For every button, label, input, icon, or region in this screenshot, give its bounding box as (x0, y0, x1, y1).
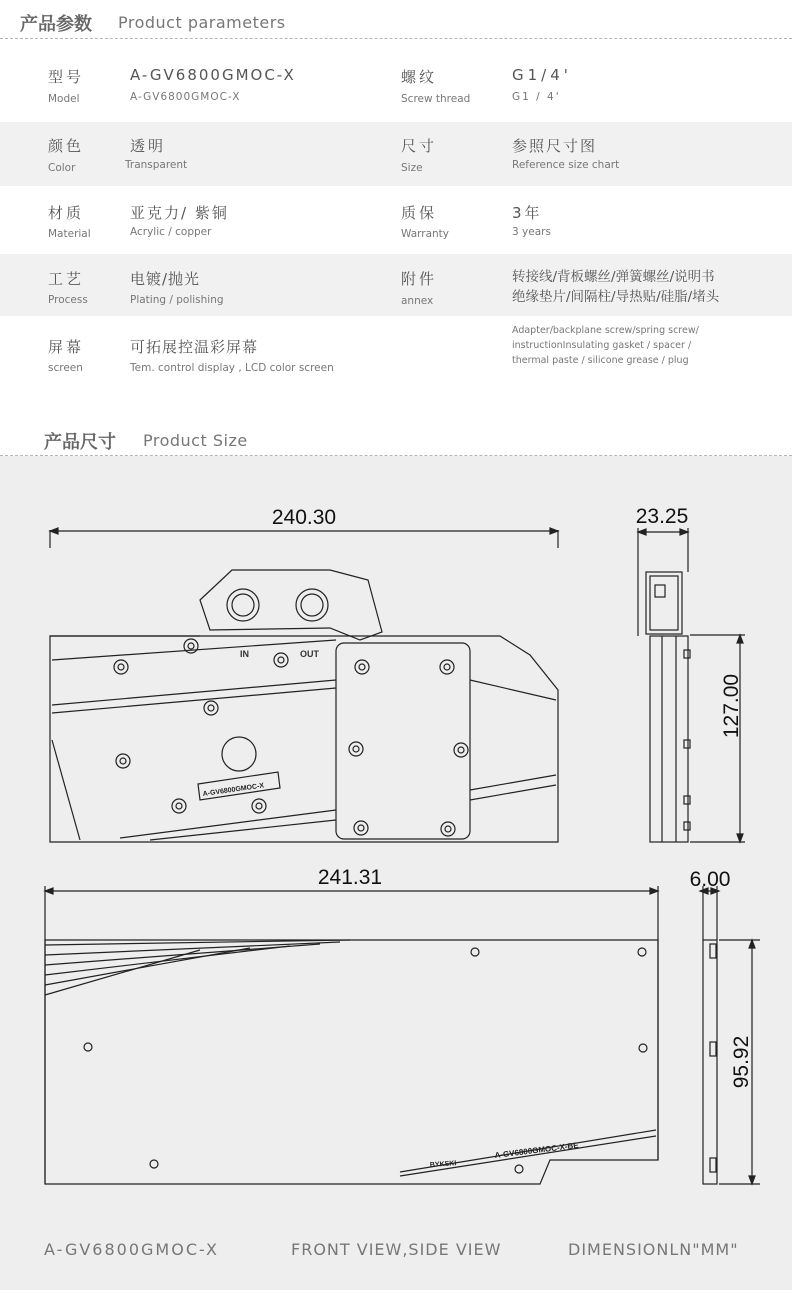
label-en: Model (48, 93, 80, 105)
label2-en: Warranty (401, 228, 450, 240)
label-en: Process (48, 294, 88, 306)
value2-cn: G1/4' (512, 66, 572, 84)
params-title-en: Product parameters (118, 13, 286, 32)
value2-en: Reference size chart (512, 159, 620, 171)
label-cn: 工艺 (48, 270, 85, 288)
footer-model: A-GV6800GMOC-X (44, 1240, 219, 1259)
label2-cn: 质保 (401, 204, 438, 222)
value-cn: 亚克力/ 紫铜 (130, 204, 229, 222)
params-title-cn: 产品参数 (20, 14, 92, 35)
value-cn: 透明 (130, 137, 167, 155)
technical-drawing (0, 456, 792, 1290)
plate-model-label: A-GV6800GMOC-X (202, 782, 265, 798)
value2-line2: 绝缘垫片/间隔柱/导热贴/硅脂/堵头 (512, 289, 720, 305)
footer-views: FRONT VIEW,SIDE VIEW (291, 1240, 502, 1259)
label2-cn: 附件 (401, 270, 438, 288)
back-model-label: A-GV6800GMOC-X-BE (494, 1140, 580, 1160)
value-en: Acrylic / copper (130, 226, 212, 238)
value2-en-line1: Adapter/backplane screw/spring screw/ (512, 325, 699, 336)
label-cn: 颜色 (48, 137, 85, 155)
label2-en: Screw thread (401, 93, 471, 105)
divider (0, 38, 792, 39)
value-en: Transparent (125, 159, 188, 171)
label-cn: 屏幕 (48, 338, 85, 356)
label2-cn: 螺纹 (401, 68, 438, 86)
value-en: A-GV6800GMOC-X (130, 91, 241, 103)
in-label: IN (240, 649, 249, 659)
value2-cn: 3年 (512, 204, 543, 222)
label-en: Color (48, 162, 76, 174)
value2-line1: 转接线/背板螺丝/弹簧螺丝/说明书 (512, 269, 715, 285)
out-label: OUT (300, 649, 319, 659)
param-row-process (0, 254, 792, 316)
value-cn: 电镀/抛光 (130, 270, 201, 288)
label-en: screen (48, 362, 83, 374)
back-depth-dimension: 6.00 (689, 868, 731, 891)
value-cn: A-GV6800GMOC-X (130, 66, 296, 84)
value2-en-line3: thermal paste / silicone grease / plug (512, 355, 689, 366)
label2-en: Size (401, 162, 423, 174)
param-row-screen (0, 318, 792, 382)
size-title-cn: 产品尺寸 (44, 432, 116, 453)
side-depth-dimension: 23.25 (635, 505, 689, 528)
brand-label: BYKSKI (429, 1160, 457, 1169)
value2-cn: 参照尺寸图 (512, 137, 598, 155)
label-cn: 材质 (48, 204, 85, 222)
front-width-dimension: 240.30 (271, 506, 337, 529)
label-cn: 型号 (48, 68, 85, 86)
label2-cn: 尺寸 (401, 137, 438, 155)
label-en: Material (48, 228, 91, 240)
back-height-dimension: 95.92 (730, 1035, 753, 1089)
param-row-model (0, 52, 792, 118)
label2-en: annex (401, 295, 434, 307)
value2-en: G1 / 4' (512, 91, 561, 103)
value2-en-line2: instructionInsulating gasket / spacer / (512, 340, 692, 351)
value-cn: 可拓展控温彩屏幕 (130, 338, 259, 356)
back-width-dimension: 241.31 (317, 866, 383, 889)
value-en: Plating / polishing (130, 294, 224, 306)
param-row-color (0, 122, 792, 186)
footer-unit: DIMENSIONLN"MM" (568, 1240, 739, 1259)
param-row-material (0, 188, 792, 252)
dimension-drawing-panel (0, 456, 792, 1290)
value-en: Tem. control display , LCD color screen (130, 362, 334, 374)
size-title-en: Product Size (143, 431, 248, 450)
value2-en: 3 years (512, 226, 551, 238)
side-height-dimension: 127.00 (720, 673, 743, 739)
